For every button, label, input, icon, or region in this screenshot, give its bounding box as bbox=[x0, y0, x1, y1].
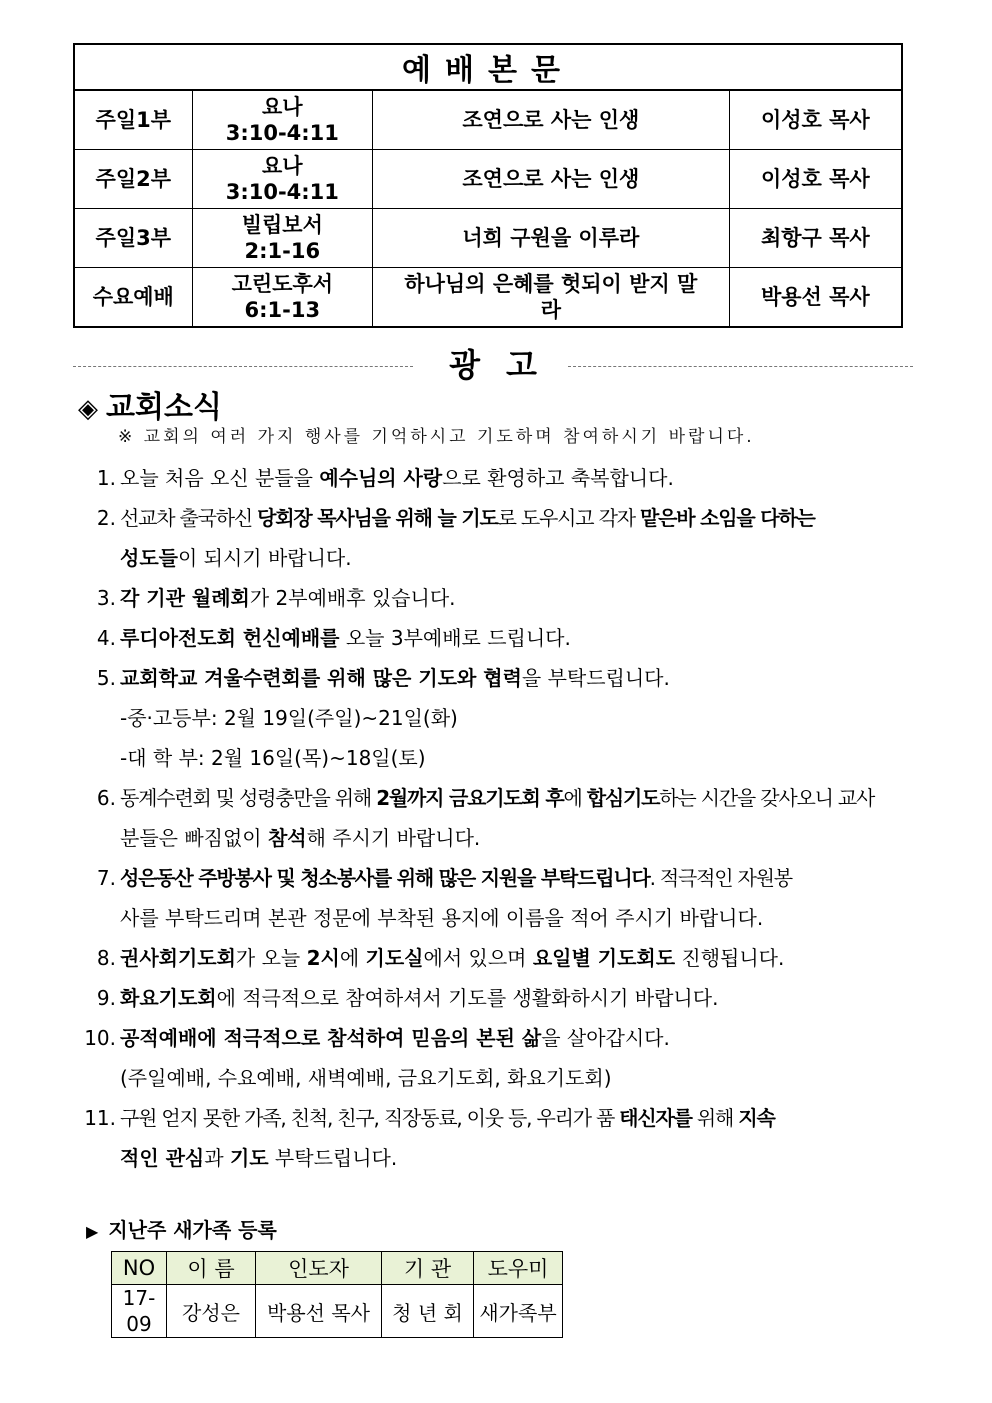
sermon-title: 너희 구원을 이루라 bbox=[373, 209, 730, 268]
worship-table bbox=[73, 43, 903, 328]
service-name: 주일3부 bbox=[74, 209, 192, 268]
scripture-book: 요나 bbox=[262, 94, 303, 119]
table-row bbox=[74, 268, 902, 328]
item-number: 3. bbox=[96, 586, 116, 610]
list-item bbox=[72, 458, 922, 498]
scripture-book: 고린도후서 bbox=[231, 271, 334, 296]
preacher: 이성호 목사 bbox=[729, 90, 902, 150]
scripture-verse: 3:10-4:11 bbox=[225, 120, 339, 145]
item-text: 화요기도회에 적극적으로 참여하셔서 기도를 생활화하시기 바랍니다. bbox=[120, 986, 719, 1010]
list-item bbox=[72, 658, 922, 698]
item-text: 권사회기도회가 오늘 2시에 기도실에서 있으며 요일별 기도회도 진행됩니다. bbox=[120, 946, 785, 970]
item-text: 공적예배에 적극적으로 참석하여 믿음의 본된 삶을 살아갑시다. bbox=[120, 1026, 670, 1050]
list-item bbox=[72, 578, 922, 618]
column-header: 이 름 bbox=[167, 1252, 256, 1285]
column-header: NO bbox=[112, 1252, 167, 1285]
item-text: 분들은 빠짐없이 참석해 주시기 바랍니다. bbox=[120, 826, 481, 850]
scripture-verse: 3:10-4:11 bbox=[225, 179, 339, 204]
section-title: 교회소식 bbox=[106, 390, 222, 425]
service-name: 주일1부 bbox=[74, 90, 192, 150]
sermon-title bbox=[373, 268, 730, 328]
item-number: 9. bbox=[96, 986, 116, 1010]
item-text: 선교차 출국하신 당회장 목사님을 위해 늘 기도로 도우시고 각자 맡은바 소임을 다하는 bbox=[120, 506, 815, 530]
scripture-verse: 6:1-13 bbox=[244, 297, 321, 322]
ad-title: 광고 bbox=[449, 346, 563, 384]
item-text: 적인 관심과 기도 부탁드립니다. bbox=[120, 1146, 398, 1170]
item-text: 오늘 처음 오신 분들을 예수님의 사랑으로 환영하고 축복합니다. bbox=[120, 466, 674, 490]
table-header-row bbox=[112, 1252, 563, 1285]
section-heading bbox=[78, 382, 222, 426]
sermon-title: 조연으로 사는 인생 bbox=[373, 90, 730, 150]
item-number: 2. bbox=[96, 506, 116, 530]
item-number: 1. bbox=[96, 466, 116, 490]
item-text: 사를 부탁드리며 본관 정문에 부착된 용지에 이름을 적어 주시기 바랍니다. bbox=[120, 906, 764, 930]
item-number: 5. bbox=[96, 666, 116, 690]
column-header: 도우미 bbox=[474, 1252, 563, 1285]
service-name: 수요예배 bbox=[74, 268, 192, 328]
scripture-book: 요나 bbox=[262, 153, 303, 178]
item-text: 성은동산 주방봉사 및 청소봉사를 위해 많은 지원을 부탁드립니다. 적극적인 자원봉 bbox=[120, 866, 792, 890]
table-row bbox=[74, 150, 902, 209]
table-row bbox=[112, 1285, 563, 1338]
sermon-title-line: 라 bbox=[540, 297, 561, 322]
item-text: 동계수련회 및 성령충만을 위해 2월까지 금요기도회 후에 합심기도하는 시간을 갖사오니 교사 bbox=[120, 786, 875, 810]
list-item bbox=[72, 978, 922, 1018]
column-header: 인도자 bbox=[256, 1252, 382, 1285]
newcomer-helper: 새가족부 bbox=[474, 1285, 563, 1338]
worship-title: 예배본문 bbox=[74, 44, 902, 90]
preacher: 박용선 목사 bbox=[729, 268, 902, 328]
item-text: (주일예배, 수요예배, 새벽예배, 금요기도회, 화요기도회) bbox=[120, 1066, 612, 1090]
list-item bbox=[72, 1018, 922, 1058]
item-number: 8. bbox=[96, 946, 116, 970]
scripture-book: 빌립보서 bbox=[241, 212, 323, 237]
diamond-icon: ◈ bbox=[78, 394, 98, 424]
newcomer-number: 17- 09 bbox=[112, 1285, 167, 1338]
table-row bbox=[74, 209, 902, 268]
list-subitem bbox=[72, 738, 922, 778]
scripture-ref bbox=[192, 209, 372, 268]
service-name: 주일2부 bbox=[74, 150, 192, 209]
schedule-text: -대 학 부: 2월 16일(목)~18일(토) bbox=[120, 746, 426, 770]
list-item bbox=[72, 858, 922, 898]
item-number: 7. bbox=[96, 866, 116, 890]
list-subitem bbox=[72, 698, 922, 738]
newcomer-heading bbox=[86, 1214, 277, 1243]
list-item-continuation bbox=[72, 1138, 922, 1178]
scripture-ref bbox=[192, 150, 372, 209]
announcement-list bbox=[72, 458, 922, 1178]
preacher: 이성호 목사 bbox=[729, 150, 902, 209]
item-text: 성도들이 되시기 바랍니다. bbox=[120, 546, 352, 570]
list-item bbox=[72, 778, 922, 818]
item-number: 10. bbox=[84, 1026, 116, 1050]
list-item-continuation bbox=[72, 898, 922, 938]
section-note: ※ 교회의 여러 가지 행사를 기억하시고 기도하며 참여하시기 바랍니다. bbox=[118, 427, 755, 447]
preacher: 최항구 목사 bbox=[729, 209, 902, 268]
list-item bbox=[72, 938, 922, 978]
newcomer-guide: 박용선 목사 bbox=[256, 1285, 382, 1338]
scripture-ref bbox=[192, 90, 372, 150]
table-row bbox=[74, 90, 902, 150]
newcomer-heading-text: 지난주 새가족 등록 bbox=[108, 1218, 277, 1242]
item-text: 구원 얻지 못한 가족, 친척, 친구, 직장동료, 이웃 등, 우리가 품 태신자를 위해 지속 bbox=[120, 1106, 775, 1130]
newcomer-org: 청 년 회 bbox=[382, 1285, 474, 1338]
divider bbox=[73, 366, 413, 367]
scripture-verse: 2:1-16 bbox=[244, 238, 321, 263]
item-text: 루디아전도회 헌신예배를 오늘 3부예배로 드립니다. bbox=[120, 626, 571, 650]
list-item bbox=[72, 498, 922, 538]
list-item-continuation bbox=[72, 818, 922, 858]
newcomer-table bbox=[111, 1251, 563, 1338]
ad-header bbox=[73, 340, 913, 384]
scripture-ref bbox=[192, 268, 372, 328]
list-item bbox=[72, 1098, 922, 1138]
item-number: 11. bbox=[84, 1106, 116, 1130]
list-item bbox=[72, 618, 922, 658]
triangle-right-icon: ▶ bbox=[86, 1222, 99, 1241]
item-number: 6. bbox=[96, 786, 116, 810]
column-header: 기 관 bbox=[382, 1252, 474, 1285]
list-item-continuation bbox=[72, 1058, 922, 1098]
list-item-continuation bbox=[72, 538, 922, 578]
sermon-title-line: 하나님의 은혜를 헛되이 받지 말 bbox=[404, 271, 698, 296]
item-text: 각 기관 월례회가 2부예배후 있습니다. bbox=[120, 586, 456, 610]
newcomer-name: 강성은 bbox=[167, 1285, 256, 1338]
item-number: 4. bbox=[96, 626, 116, 650]
sermon-title: 조연으로 사는 인생 bbox=[373, 150, 730, 209]
item-text: 교회학교 겨울수련회를 위해 많은 기도와 협력을 부탁드립니다. bbox=[120, 666, 670, 690]
divider bbox=[568, 366, 913, 367]
schedule-text: -중·고등부: 2월 19일(주일)~21일(화) bbox=[120, 706, 458, 730]
